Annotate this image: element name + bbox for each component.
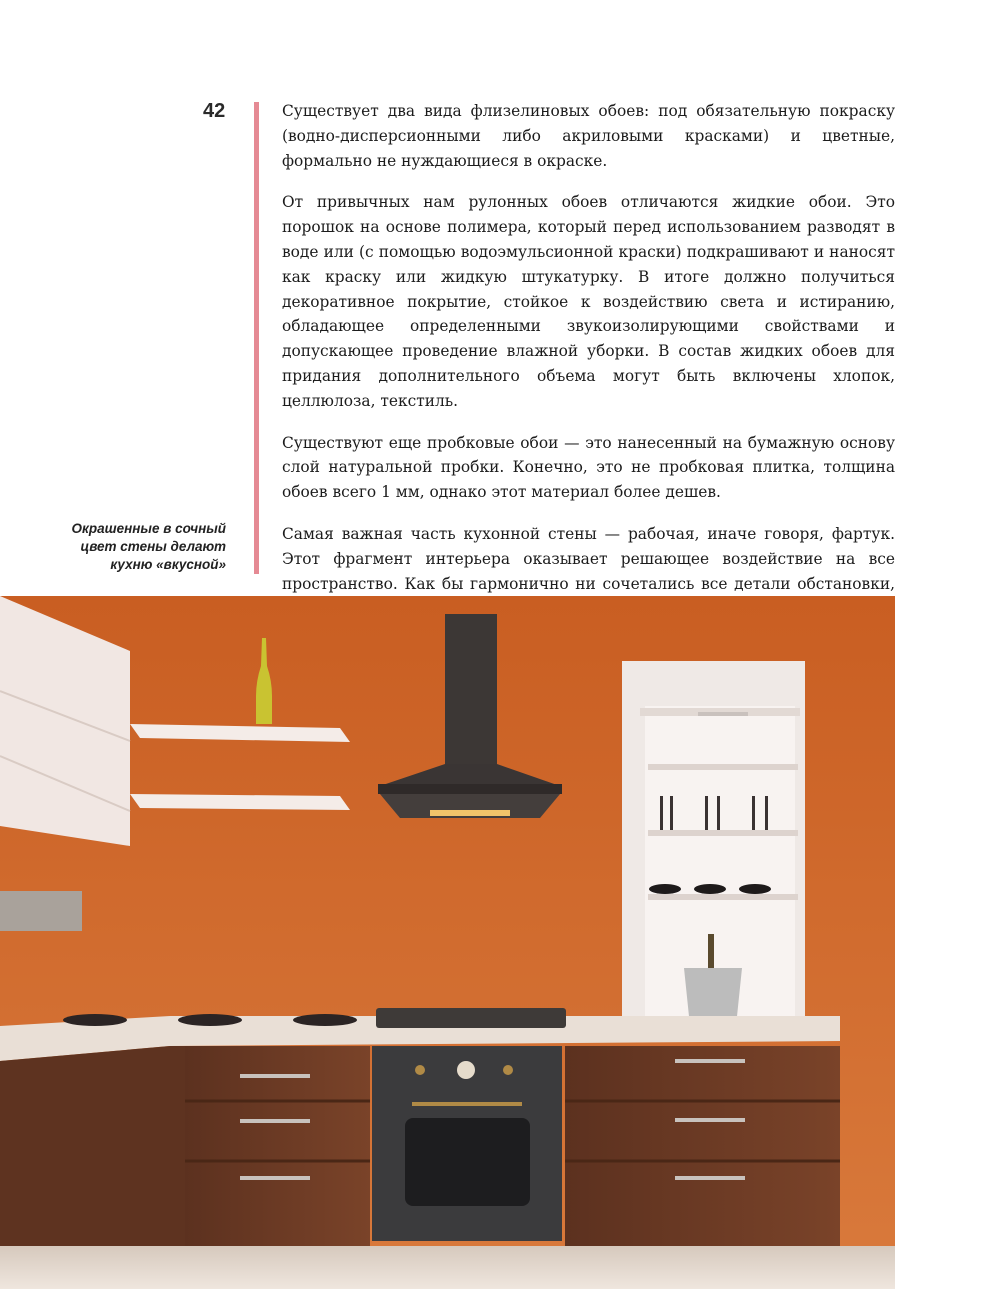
spice-rack — [0, 891, 82, 931]
photo-caption: Окрашенные в сочный цвет стены делают кухню «вкусной» — [71, 521, 226, 572]
paragraph: Существуют еще пробковые обои — это нанесенный на бумажную основу слой натуральной пробки. Конечно, это не пробковая плитка, толщина обоев всего 1 мм, однако этот материал более дешев. — [282, 433, 895, 502]
margin-rule — [254, 102, 259, 574]
paragraph: Существует два вида флизелиновых обоев: под обязательную покраску (водно-дисперсионными либо акриловыми красками) и цветные, формально не нуждающиеся в окраске. — [282, 102, 895, 170]
kitchen-photo — [0, 596, 895, 1289]
body-text — [282, 99, 895, 638]
cooktop — [376, 1008, 566, 1028]
floor — [0, 1246, 895, 1289]
hood-chimney — [445, 614, 497, 764]
floating-shelf — [130, 794, 350, 810]
lower-cabinet — [565, 1046, 840, 1246]
paragraph: Самая важная часть кухонной стены — рабочая, иначе говоря, фартук. Этот фрагмент интерьера оказывает решающее воздействие на все пространство. Как бы гармонично ни сочетались все детали обстановки, — [282, 524, 895, 593]
paragraph: От привычных нам рулонных обоев отличаются жидкие обои. Это порошок на основе полимера, который перед использованием разводят в воде или (с помощью водоэмульсионной краски) подкрашивают и наносят как краску или жидкую штукатурку. В итоге должно получиться декоративное покрытие, стойкое к воздействию света и истиранию, обладающее определенными звукоизолирующими свойствами и допускающее проведение влажной уборки. В состав жидких обоев для придания дополнительного объема могут быть включены хлопок, целлюлоза, текстиль. — [282, 193, 895, 410]
page-number: 42 — [203, 100, 226, 122]
